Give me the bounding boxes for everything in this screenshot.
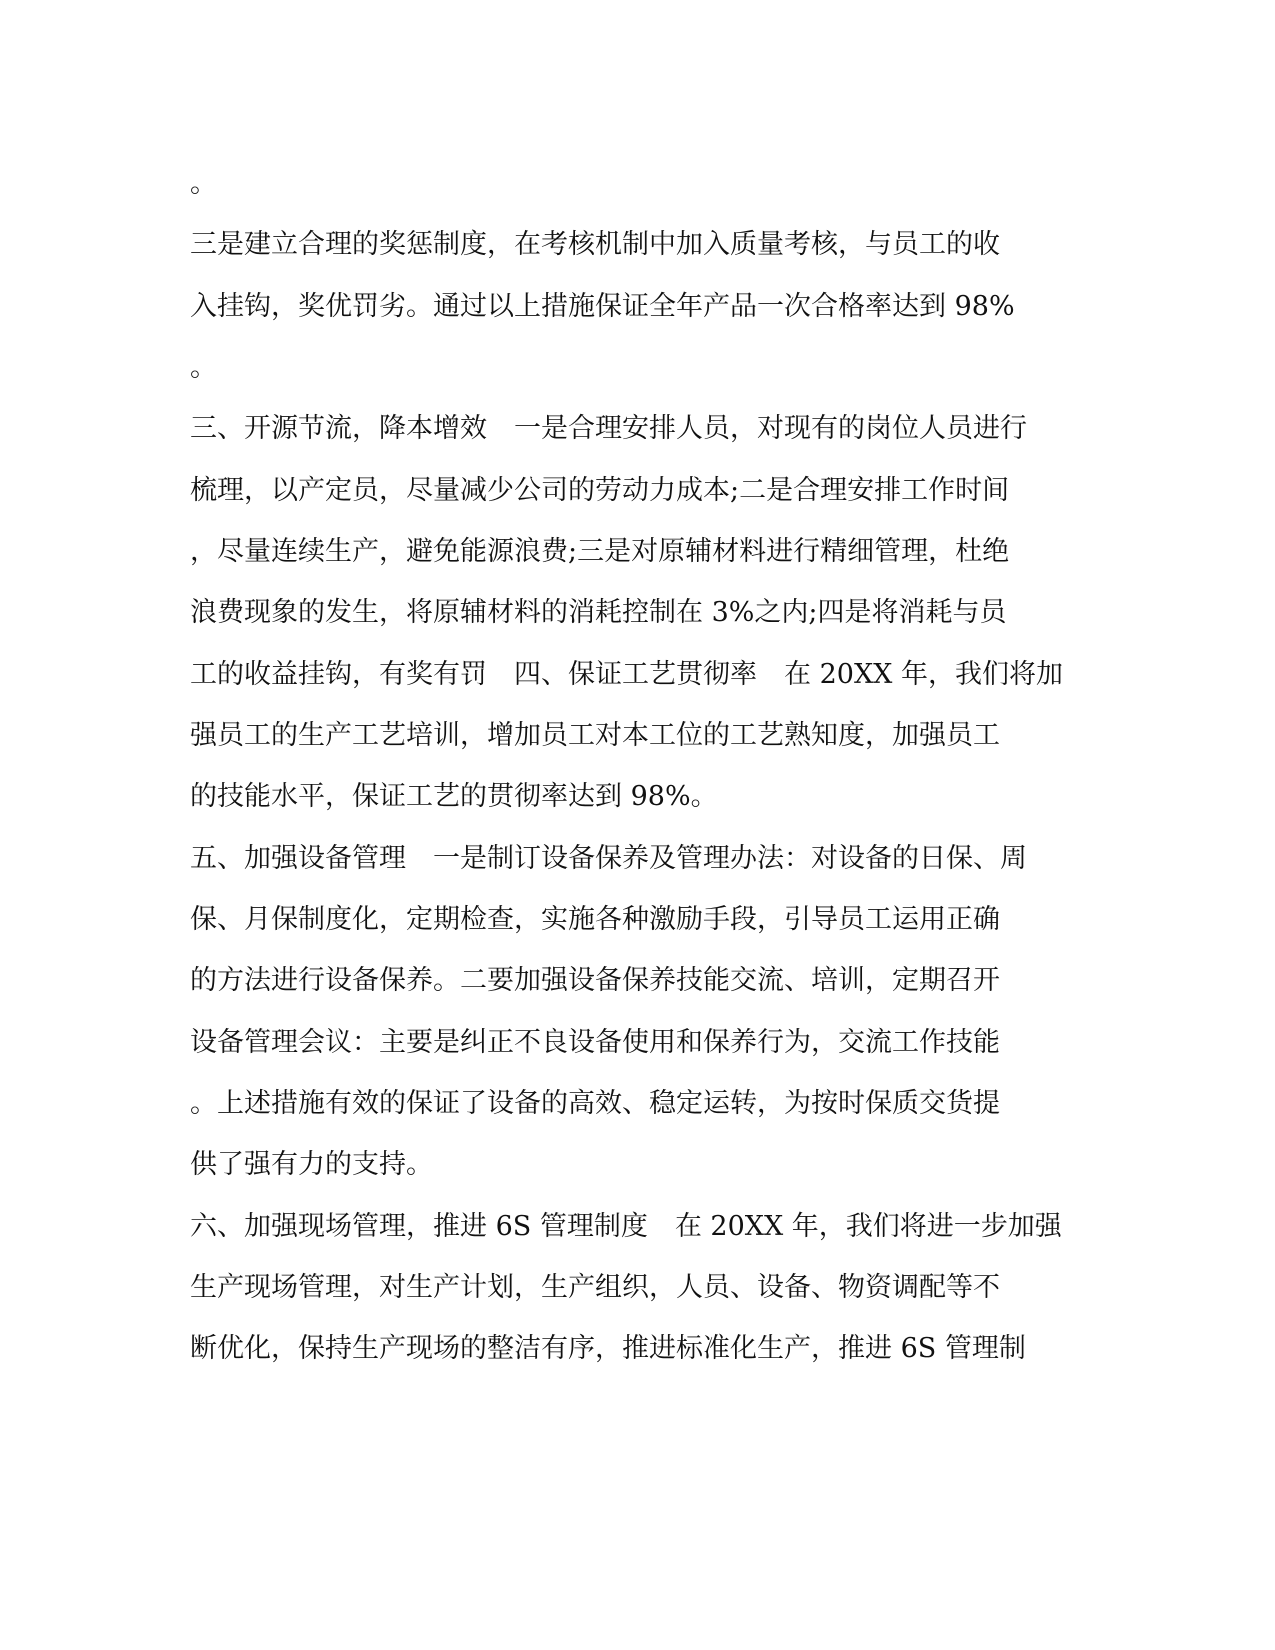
text-line: 梳理，以产定员，尽量减少公司的劳动力成本;二是合理安排工作时间: [190, 475, 1010, 506]
text-line: 设备管理会议：主要是纠正不良设备使用和保养行为，交流工作技能: [190, 1027, 1000, 1058]
text-line: 三、开源节流，降本增效 一是合理安排人员，对现有的岗位人员进行: [190, 413, 1027, 444]
text-line: 供了强有力的支持。: [190, 1149, 433, 1180]
text-line: 保、月保制度化，定期检查，实施各种激励手段，引导员工运用正确: [190, 904, 1000, 935]
text-line: 生产现场管理，对生产计划，生产组织，人员、设备、物资调配等不: [190, 1272, 1000, 1303]
text-line: 。上述措施有效的保证了设备的高效、稳定运转，为按时保质交货提: [190, 1088, 1000, 1119]
text-line: 工的收益挂钩，有奖有罚 四、保证工艺贯彻率 在 20XX 年，我们将加: [190, 659, 1063, 690]
text-line: 的方法进行设备保养。二要加强设备保养技能交流、培训，定期召开: [190, 965, 1000, 996]
text-line: 五、加强设备管理 一是制订设备保养及管理办法：对设备的日保、周: [190, 843, 1027, 874]
text-line: 的技能水平，保证工艺的贯彻率达到 98%。: [190, 781, 718, 812]
text-line: 强员工的生产工艺培训，增加员工对本工位的工艺熟知度，加强员工: [190, 720, 1000, 751]
text-line: 三是建立合理的奖惩制度，在考核机制中加入质量考核，与员工的收: [190, 229, 1000, 260]
text-line: 浪费现象的发生，将原辅材料的消耗控制在 3%之内;四是将消耗与员: [190, 597, 1007, 628]
text-line: 入挂钩，奖优罚劣。通过以上措施保证全年产品一次合格率达到 98%: [190, 291, 1015, 322]
text-line: 。: [190, 352, 217, 383]
text-line: ，尽量连续生产，避免能源浪费;三是对原辅材料进行精细管理，杜绝: [190, 536, 1010, 567]
text-line: 。: [190, 168, 217, 199]
text-line: 六、加强现场管理，推进 6S 管理制度 在 20XX 年，我们将进一步加强: [190, 1211, 1062, 1242]
text-line: 断优化，保持生产现场的整洁有序，推进标准化生产，推进 6S 管理制: [190, 1333, 1026, 1364]
